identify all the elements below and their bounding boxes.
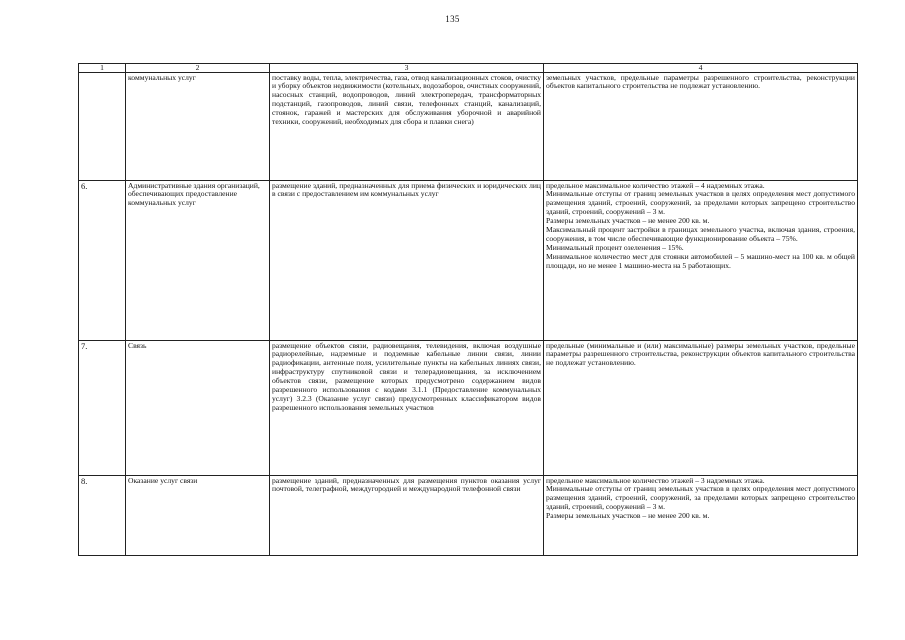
parameter-text: Максимальный процент застройки в границах земельного участка, включая здания, строения, сооружения, в том числе обеспечивающие функционирование объекта – 75%. <box>546 225 855 243</box>
use-type-description: размещение объектов связи, радиовещания, телевидения, включая воздушные радиорелейные, надземные и подземные кабельные линии связи, линии радиофикации, антенные поля, усилительные пункты на кабельных линиях связи, инфраструктуру спутниковой связи и телерадиовещания, за исключением объектов связи, размещение которых предусмотрено содержанием видов разрешенного использования с кодами 3.1.1 (Предоставление коммунальных услуг) 3.2.3 (Оказание услуг связи) предусмотренных классификатором видов разрешенного использования земельных участков <box>270 341 544 476</box>
table-row <box>79 476 858 556</box>
parameter-text: предельное максимальное количество этажей – 4 надземных этажа. <box>546 180 765 190</box>
use-type-name: Административные здания организаций, обеспечивающих предоставление коммунальных услуг <box>126 181 270 341</box>
column-header-1: 1 <box>79 64 126 73</box>
parameter-text: Минимальные отступы от границ земельных участков в целях определения мест допустимого размещения зданий, строений, сооружений, за пределами которых запрещено строительство зданий, строений, сооружений – 3 м. <box>546 484 855 512</box>
parameter-text: земельных участков, предельные параметры разрешенного строительства, реконструкции объектов капитального строительства не подлежат установлению. <box>546 72 855 91</box>
use-type-description: размещение зданий, предназначенных для приема физических и юридических лиц в связи с предоставлением им коммунальных услуг <box>270 181 544 341</box>
column-header-4: 4 <box>544 64 858 73</box>
table-row <box>79 341 858 476</box>
row-number: 7. <box>79 341 126 476</box>
zoning-table <box>78 63 858 556</box>
use-type-name: Оказание услуг связи <box>126 476 270 556</box>
parameter-text: Минимальное количество мест для стоянки автомобилей – 5 машино-мест на 100 кв. м общей площади, но не менее 1 машино-места на 5 работающих. <box>546 251 855 270</box>
row-number <box>79 73 126 181</box>
table-row <box>79 73 858 181</box>
row-number: 6. <box>79 181 126 341</box>
parameter-text: Размеры земельных участков – не менее 200 кв. м. <box>546 216 710 226</box>
parameters-cell <box>544 476 858 556</box>
column-header-2: 2 <box>126 64 270 73</box>
parameters-cell <box>544 341 858 476</box>
column-header-3: 3 <box>270 64 544 73</box>
parameters-cell <box>544 73 858 181</box>
parameter-text: Размеры земельных участков – не менее 200 кв. м. <box>546 511 710 521</box>
use-type-name: коммунальных услуг <box>126 73 270 181</box>
parameter-text: Минимальные отступы от границ земельных участков в целях определения мест допустимого размещения зданий, строений, сооружений, за пределами которых запрещено строительство зданий, строений, сооружений – 3 м. <box>546 189 855 217</box>
header-row <box>79 64 858 73</box>
parameter-text: предельные (минимальные и (или) максимальные) размеры земельных участков, предельные параметры разрешенного строительства, реконструкции объектов капитального строительства не подлежат установлению. <box>546 340 855 368</box>
parameters-cell <box>544 181 858 341</box>
table-row <box>79 181 858 341</box>
parameter-text: предельное максимальное количество этажей – 3 надземных этажа. <box>546 475 765 485</box>
parameter-text: Минимальный процент озеленения – 15%. <box>546 242 684 252</box>
use-type-name: Связь <box>126 341 270 476</box>
page-number: 135 <box>445 14 460 24</box>
row-number: 8. <box>79 476 126 556</box>
use-type-description: поставку воды, тепла, электричества, газа, отвод канализационных стоков, очистку и уборку объектов недвижимости (котельных, водозаборов, очистных сооружений, насосных станций, водопроводов, линий электропередач, трансформаторных подстанций, газопроводов, линий связи, телефонных станций, канализаций, стоянок, гаражей и мастерских для обслуживания уборочной и аварийной техники, сооружений, необходимых для сбора и плавки снега) <box>270 73 544 181</box>
use-type-description: размещение зданий, предназначенных для размещения пунктов оказания услуг почтовой, телеграфной, междугородней и международной телефонной связи <box>270 476 544 556</box>
